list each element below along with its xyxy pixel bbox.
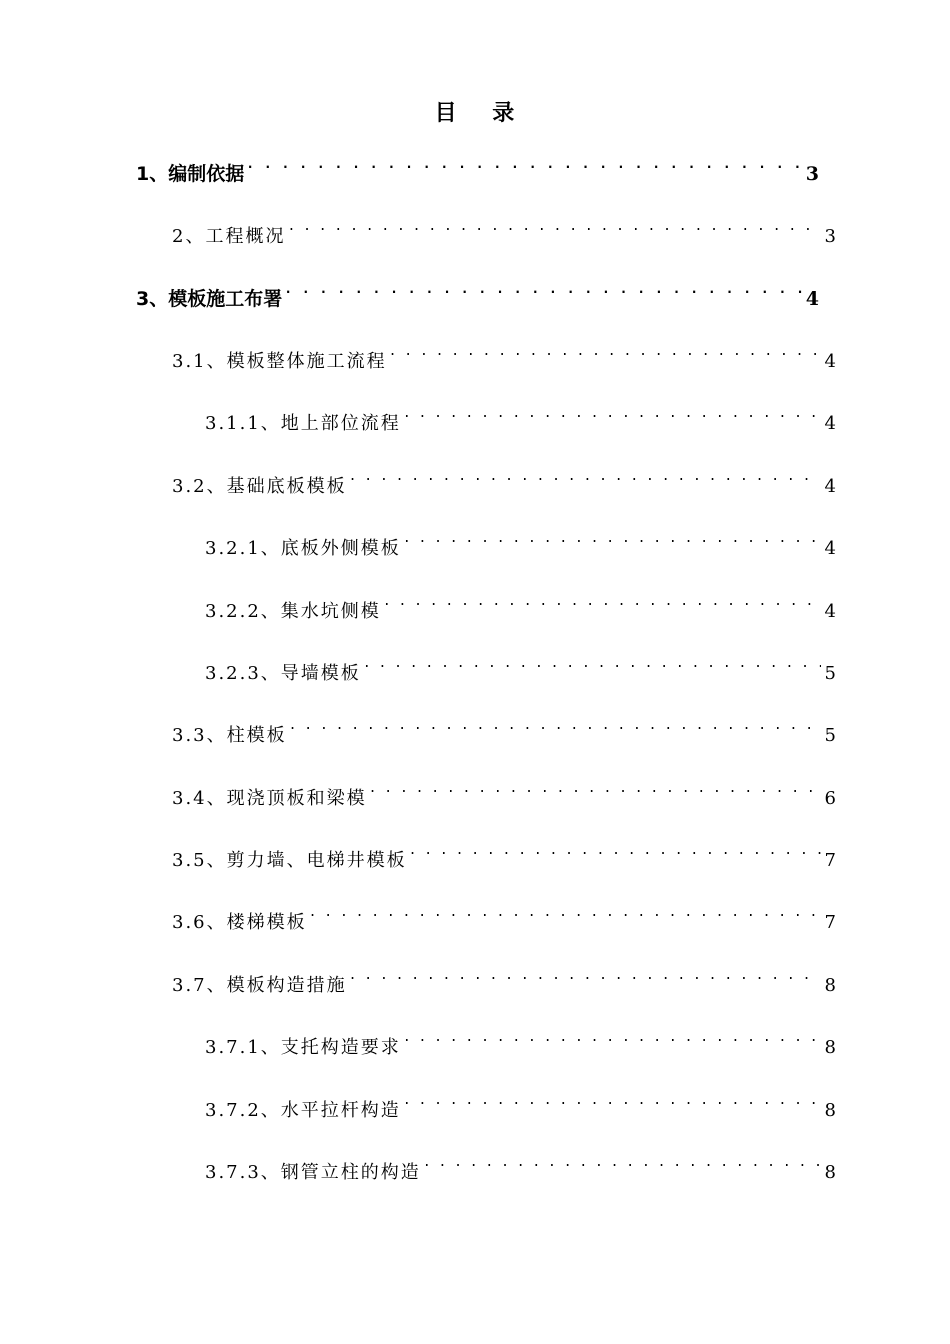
toc-entry-3-2-1[interactable] <box>205 524 836 559</box>
toc-entry-text: 3.7.3、钢管立柱的构造 <box>205 1162 421 1183</box>
toc-entry-3-1[interactable] <box>172 337 836 372</box>
toc-entry-text: 3.6、楼梯模板 <box>172 912 307 933</box>
toc-entry-text: 3.1、模板整体施工流程 <box>172 351 387 372</box>
toc-page-number: 4 <box>824 476 836 497</box>
toc-dot-leader <box>244 150 802 180</box>
toc-page-number: 8 <box>824 1037 836 1058</box>
toc-page-number: 3 <box>824 226 836 247</box>
toc-dot-leader <box>287 711 821 741</box>
toc-page-number: 4 <box>805 288 819 310</box>
toc-page-number: 4 <box>824 351 836 372</box>
toc-dot-leader <box>401 524 821 554</box>
toc-entry-1[interactable] <box>136 150 819 185</box>
toc-page-number: 5 <box>824 725 836 746</box>
toc-entry-text: 3.7、模板构造措施 <box>172 975 347 996</box>
page-title: 目 录 <box>434 100 516 126</box>
toc-dot-leader <box>307 898 821 928</box>
toc-dot-leader <box>381 587 821 617</box>
toc-entry-text: 3.2.1、底板外侧模板 <box>205 538 401 559</box>
toc-entry-text: 2、工程概况 <box>172 226 286 247</box>
toc-page-number: 4 <box>824 538 836 559</box>
toc-page-number: 3 <box>805 163 819 185</box>
toc-entry-text: 3.4、现浇顶板和梁模 <box>172 788 367 809</box>
toc-entry-3-7-1[interactable] <box>205 1023 836 1058</box>
toc-dot-leader <box>347 961 821 991</box>
toc-dot-leader <box>285 212 820 242</box>
toc-entry-3-7[interactable] <box>172 961 836 996</box>
toc-entry-text: 1、编制依据 <box>136 163 245 185</box>
toc-entry-text: 3.2、基础底板模板 <box>172 476 347 497</box>
toc-page-number: 4 <box>824 601 836 622</box>
toc-entry-text: 3、模板施工布署 <box>136 288 283 310</box>
toc-dot-leader <box>282 275 802 305</box>
toc-entry-text: 3.2.2、集水坑侧模 <box>205 601 381 622</box>
toc-entry-text: 3.5、剪力墙、电梯井模板 <box>172 850 407 871</box>
toc-dot-leader <box>387 337 821 367</box>
toc-dot-leader <box>401 1023 821 1053</box>
toc-entry-3-1-1[interactable] <box>205 399 836 434</box>
toc-dot-leader <box>361 649 821 679</box>
toc-entry-3-2-2[interactable] <box>205 587 836 622</box>
toc-entry-text: 3.2.3、导墙模板 <box>205 663 361 684</box>
toc-dot-leader <box>401 1086 821 1116</box>
toc-entry-3-7-2[interactable] <box>205 1086 836 1121</box>
toc-entry-text: 3.3、柱模板 <box>172 725 287 746</box>
toc-entry-3[interactable] <box>136 275 819 310</box>
toc-page-number: 7 <box>824 850 836 871</box>
toc-dot-leader <box>421 1148 821 1178</box>
toc-dot-leader <box>347 462 821 492</box>
toc-page-number: 7 <box>824 912 836 933</box>
toc-page-number: 5 <box>824 663 836 684</box>
toc-page-number: 8 <box>824 975 836 996</box>
toc-entry-3-3[interactable] <box>172 711 836 746</box>
toc-dot-leader <box>401 399 821 429</box>
toc-page-number: 4 <box>824 413 836 434</box>
toc-entry-3-4[interactable] <box>172 774 836 809</box>
toc-entry-text: 3.7.1、支托构造要求 <box>205 1037 401 1058</box>
toc-entry-text: 3.1.1、地上部位流程 <box>205 413 401 434</box>
toc-entry-3-2-3[interactable] <box>205 649 836 684</box>
toc-entry-3-5[interactable] <box>172 836 836 871</box>
toc-page-number: 8 <box>824 1162 836 1183</box>
toc-page-number: 8 <box>824 1100 836 1121</box>
toc-entry-2[interactable] <box>172 212 836 247</box>
toc-entry-text: 3.7.2、水平拉杆构造 <box>205 1100 401 1121</box>
toc-dot-leader <box>407 836 821 866</box>
toc-entry-3-2[interactable] <box>172 462 836 497</box>
toc-page-number: 6 <box>824 788 836 809</box>
toc-dot-leader <box>367 774 821 804</box>
toc-entry-3-6[interactable] <box>172 898 836 933</box>
toc-entry-3-7-3[interactable] <box>205 1148 836 1183</box>
